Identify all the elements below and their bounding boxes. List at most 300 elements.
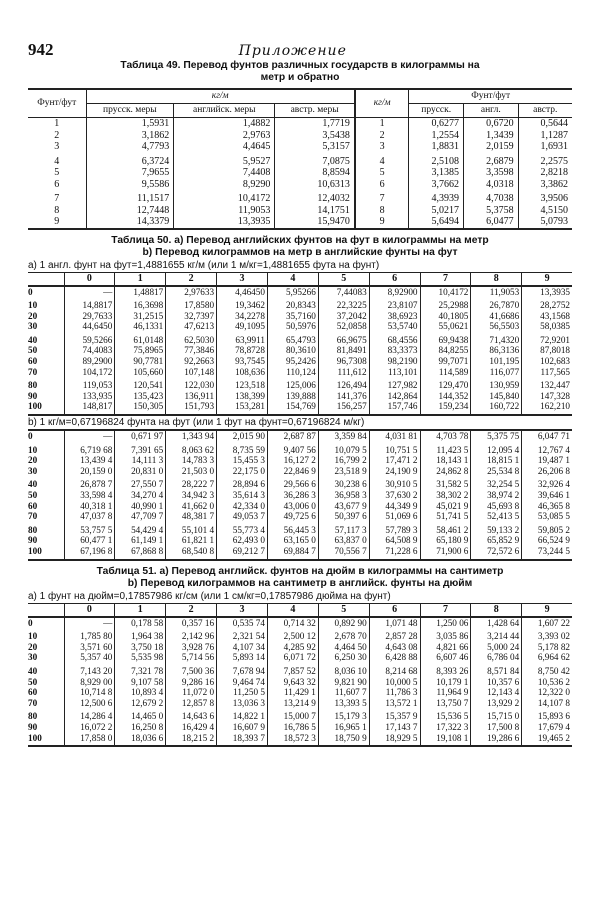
table-cell: 10,751 5 — [369, 442, 420, 456]
table-cell: 7,857 52 — [267, 663, 318, 677]
column-header: 4 — [267, 603, 318, 617]
table-cell: 63,9911 — [217, 332, 268, 346]
table-cell: 11,1517 — [86, 190, 174, 205]
table-cell: 51,069 6 — [369, 511, 420, 522]
table-cell: 6,071 72 — [267, 652, 318, 663]
table-cell: 130,959 — [471, 377, 522, 391]
table-cell: 8,393 26 — [420, 663, 471, 677]
table-row — [28, 401, 572, 415]
row-header: 70 — [28, 697, 38, 708]
col-header-english2: англ. — [463, 104, 518, 118]
row-header: 0 — [28, 431, 33, 442]
table-cell: 15,715 0 — [471, 708, 522, 722]
table-cell: 17,322 3 — [420, 722, 471, 733]
table-cell: 148,817 — [64, 401, 115, 415]
column-header: 0 — [64, 603, 115, 617]
table-cell: 14,783 3 — [166, 455, 217, 466]
table-cell: 1,071 48 — [369, 617, 420, 629]
table-cell: 6,964 62 — [522, 652, 572, 663]
table-cell: 68,4556 — [369, 332, 420, 346]
table-cell: 1 — [355, 118, 409, 130]
table-row — [28, 190, 572, 205]
table-49-caption-line1: Таблица 49. Перевод фунтов различных государств в килограммы на — [120, 60, 480, 71]
table-cell: 18,572 3 — [267, 733, 318, 747]
table-cell: 2,321 54 — [217, 628, 268, 642]
table-cell: 23,8107 — [369, 297, 420, 311]
table-cell: 7,9655 — [86, 167, 174, 179]
table-cell: 61,0148 — [115, 332, 166, 346]
table-cell: 20,8343 — [267, 297, 318, 311]
table-cell: 2,500 12 — [267, 628, 318, 642]
table-cell: 133,935 — [64, 391, 115, 402]
table-cell: 44,349 9 — [369, 501, 420, 512]
table-row — [28, 466, 572, 477]
table-cell: 6,250 30 — [318, 652, 369, 663]
table-cell: 16,607 9 — [217, 722, 268, 733]
table-cell: 7 — [54, 193, 60, 204]
row-header: 70 — [28, 366, 38, 377]
table-cell: 15,9470 — [275, 216, 355, 229]
table-cell: 1,607 22 — [522, 617, 572, 629]
table-cell: 19,286 6 — [471, 733, 522, 747]
table-cell: 7,321 78 — [115, 663, 166, 677]
table-51-caption — [28, 566, 572, 590]
table-row — [28, 535, 572, 546]
table-cell: 43,006 0 — [267, 501, 318, 512]
table-cell: 6,786 04 — [471, 652, 522, 663]
column-header: 0 — [64, 272, 115, 286]
row-header: 20 — [28, 455, 38, 466]
table-cell: 49,725 6 — [267, 511, 318, 522]
table-cell: 3,7662 — [409, 179, 464, 191]
table-cell: 57,789 3 — [369, 522, 420, 536]
table-cell: 23,518 9 — [318, 466, 369, 477]
table-row — [28, 205, 572, 217]
table-cell: 30,910 5 — [369, 476, 420, 490]
table-cell: 4 — [54, 155, 60, 167]
table-row — [28, 642, 572, 653]
table-cell: 0,6720 — [463, 118, 518, 130]
table-cell: 127,982 — [369, 377, 420, 391]
table-cell: 2,857 28 — [369, 628, 420, 642]
table-cell: 5,375 75 — [471, 430, 522, 442]
table-cell: 8,571 84 — [471, 663, 522, 677]
table-cell: 3,035 86 — [420, 628, 471, 642]
table-cell: 18,215 2 — [166, 733, 217, 747]
table-cell: 26,206 8 — [522, 466, 572, 477]
row-header: 100 — [28, 545, 42, 556]
table-50-caption — [28, 235, 572, 259]
table-cell: 125,006 — [267, 377, 318, 391]
table-51-section — [28, 566, 572, 748]
table-cell: 2,9763 — [174, 130, 275, 142]
table-cell: 59,133 2 — [471, 522, 522, 536]
table-cell: 114,589 — [420, 367, 471, 378]
table-cell: 3,1862 — [86, 130, 174, 142]
column-header-row — [28, 272, 572, 286]
table-cell: 37,630 2 — [369, 490, 420, 501]
table-row — [28, 722, 572, 733]
table-cell: 4,821 66 — [420, 642, 471, 653]
table-cell: 52,413 5 — [471, 511, 522, 522]
row-header: 60 — [28, 356, 38, 367]
table-cell: 17,8580 — [166, 297, 217, 311]
row-header: 40 — [28, 334, 38, 345]
table-50b — [28, 429, 572, 561]
col-group-kgm: кг/м — [86, 89, 355, 104]
table-50b-subcaption: b) 1 кг/м=0,67196824 фунта на фут (или 1 фут на фунт=0,67196824 м/кг) — [28, 417, 365, 429]
row-header: 50 — [28, 676, 38, 687]
table-row — [28, 153, 572, 168]
table-cell: 9,5586 — [86, 179, 174, 191]
row-header: 30 — [28, 652, 38, 663]
table-cell: 1,1287 — [518, 130, 572, 142]
table-cell: 4 — [355, 153, 409, 168]
table-cell: 13,439 4 — [64, 455, 115, 466]
table-cell: 69,884 7 — [267, 546, 318, 560]
table-cell: 142,864 — [369, 391, 420, 402]
table-cell: 28,2752 — [522, 297, 572, 311]
table-cell: 45,693 8 — [471, 501, 522, 512]
table-cell: 55,0621 — [420, 321, 471, 332]
table-cell: 31,582 5 — [420, 476, 471, 490]
table-row — [28, 286, 572, 298]
page-header — [28, 40, 572, 60]
table-cell: 10,4172 — [420, 286, 471, 298]
table-cell: 16,3698 — [115, 297, 166, 311]
table-cell: 1 — [54, 118, 60, 129]
table-cell: 35,7160 — [267, 311, 318, 322]
table-cell: 63,165 0 — [267, 535, 318, 546]
table-cell: 53,757 5 — [64, 522, 115, 536]
corner-cell — [28, 603, 64, 617]
column-header: 1 — [115, 272, 166, 286]
table-cell: 22,3225 — [318, 297, 369, 311]
table-cell: 84,8255 — [420, 345, 471, 356]
table-cell: 38,302 2 — [420, 490, 471, 501]
table-cell: 6,0477 — [463, 216, 518, 229]
table-cell: 58,0385 — [522, 321, 572, 332]
table-cell: 4,46450 — [217, 286, 268, 298]
table-51a-subcaption: а) 1 фунт на дюйм=0,17857986 кг/см (или 1 см/кг=0,17857986 дюйма на фунт) — [28, 590, 391, 602]
row-header: 20 — [28, 310, 38, 321]
row-header: 10 — [28, 631, 38, 642]
table-cell: 40,1805 — [420, 311, 471, 322]
table-cell: 10,714 8 — [64, 687, 115, 698]
table-cell: 3 — [54, 141, 60, 152]
table-cell: 12,857 8 — [166, 698, 217, 709]
table-cell: 62,493 0 — [217, 535, 268, 546]
table-cell: 13,036 3 — [217, 698, 268, 709]
table-cell: 10,4172 — [174, 190, 275, 205]
table-cell: 17,679 4 — [522, 722, 572, 733]
table-cell: 1,3439 — [463, 130, 518, 142]
page-number: 942 — [28, 40, 54, 59]
table-cell: 9,107 58 — [115, 677, 166, 688]
row-header: 90 — [28, 721, 38, 732]
table-cell: 2,8218 — [518, 167, 572, 179]
table-cell: 16,250 8 — [115, 722, 166, 733]
column-header-row — [28, 603, 572, 617]
table-cell: 5,893 14 — [217, 652, 268, 663]
table-cell: 7,678 94 — [217, 663, 268, 677]
row-header: 60 — [28, 687, 38, 698]
table-cell: 18,036 6 — [115, 733, 166, 747]
column-header: 1 — [115, 603, 166, 617]
table-row — [28, 367, 572, 378]
table-row — [28, 345, 572, 356]
col-header-austrian: австр. меры — [275, 104, 355, 118]
table-cell: 1,48817 — [115, 286, 166, 298]
table-row — [28, 617, 572, 629]
table-cell: — — [64, 617, 115, 629]
table-cell: 2,687 87 — [267, 430, 318, 442]
table-cell: 62,5030 — [166, 332, 217, 346]
table-cell: 3,928 76 — [166, 642, 217, 653]
table-cell: 2,142 96 — [166, 628, 217, 642]
table-cell: 61,821 1 — [166, 535, 217, 546]
table-cell: 7,4408 — [174, 167, 275, 179]
table-row — [28, 321, 572, 332]
table-cell: 16,799 2 — [318, 455, 369, 466]
table-cell: 15,357 9 — [369, 708, 420, 722]
table-cell: 43,1568 — [522, 311, 572, 322]
table-cell: 16,965 1 — [318, 722, 369, 733]
table-cell: 5,3157 — [275, 141, 355, 153]
table-row — [28, 733, 572, 747]
table-cell: 107,148 — [166, 367, 217, 378]
table-row — [28, 118, 572, 130]
table-cell: 113,101 — [369, 367, 420, 378]
table-cell: 0,357 16 — [166, 617, 217, 629]
table-cell: 12,679 2 — [115, 698, 166, 709]
table-cell: 49,1095 — [217, 321, 268, 332]
table-row — [28, 546, 572, 560]
table-50a-subcaption: а) 1 англ. фунт на фут=1,4881655 кг/м (или 1 м/кг=1,4881655 фута на фунт) — [28, 259, 380, 271]
table-cell: 38,974 2 — [471, 490, 522, 501]
table-cell: 7,0875 — [275, 153, 355, 168]
table-cell: 11,9053 — [471, 286, 522, 298]
table-cell: 120,541 — [115, 377, 166, 391]
table-cell: 65,180 9 — [420, 535, 471, 546]
column-header: 8 — [471, 272, 522, 286]
table-cell: 73,244 5 — [522, 546, 572, 560]
table-cell: 157,746 — [369, 401, 420, 415]
table-cell: 18,143 1 — [420, 455, 471, 466]
table-row — [28, 490, 572, 501]
row-header: 90 — [28, 535, 38, 546]
row-header: 80 — [28, 524, 38, 535]
table-cell: 24,862 8 — [420, 466, 471, 477]
table-cell: 96,7308 — [318, 356, 369, 367]
table-cell: 14,643 6 — [166, 708, 217, 722]
table-cell: 72,9201 — [522, 332, 572, 346]
table-cell: 27,550 7 — [115, 476, 166, 490]
row-header: 20 — [28, 641, 38, 652]
table-cell: 2,678 70 — [318, 628, 369, 642]
table-50-section — [28, 235, 572, 561]
table-row — [28, 216, 572, 229]
table-cell: 67,868 8 — [115, 546, 166, 560]
table-cell: 8,92900 — [369, 286, 420, 298]
table-cell: 3,3598 — [463, 167, 518, 179]
column-header: 6 — [369, 272, 420, 286]
table-cell: 3,9506 — [518, 190, 572, 205]
column-header: 3 — [217, 603, 268, 617]
table-cell: 47,6213 — [166, 321, 217, 332]
table-cell: 25,534 8 — [471, 466, 522, 477]
table-cell: 17,143 7 — [369, 722, 420, 733]
table-cell: 65,852 9 — [471, 535, 522, 546]
table-cell: 68,540 8 — [166, 546, 217, 560]
table-cell: 40,318 1 — [64, 501, 115, 512]
col-group-ft: Фунт/фут — [409, 89, 572, 104]
table-row — [28, 455, 572, 466]
table-cell: 71,228 6 — [369, 546, 420, 560]
table-cell: 10,000 5 — [369, 677, 420, 688]
table-row — [28, 663, 572, 677]
table-cell: 17,471 2 — [369, 455, 420, 466]
row-header: 30 — [28, 321, 38, 332]
table-cell: 78,8728 — [217, 345, 268, 356]
table-cell: 122,030 — [166, 377, 217, 391]
table-cell: 136,911 — [166, 391, 217, 402]
table-cell: 63,837 0 — [318, 535, 369, 546]
table-cell: 4,7793 — [86, 141, 174, 153]
table-cell: 66,524 9 — [522, 535, 572, 546]
table-cell: 10,536 2 — [522, 677, 572, 688]
table-row — [28, 356, 572, 367]
table-cell: 6,607 46 — [420, 652, 471, 663]
table-cell: 6,3724 — [86, 153, 174, 168]
table-cell: 159,234 — [420, 401, 471, 415]
column-header: 4 — [267, 272, 318, 286]
column-header: 7 — [420, 603, 471, 617]
table-cell: 2,5108 — [409, 153, 464, 168]
table-cell: 4,703 78 — [420, 430, 471, 442]
table-cell: 65,4793 — [267, 332, 318, 346]
table-cell: 19,3462 — [217, 297, 268, 311]
table-cell: 14,1751 — [275, 205, 355, 217]
table-cell: 19,487 1 — [522, 455, 572, 466]
row-header: 40 — [28, 479, 38, 490]
table-cell: 58,461 2 — [420, 522, 471, 536]
table-cell: 3 — [355, 141, 409, 153]
table-cell: 10,357 6 — [471, 677, 522, 688]
table-cell: 2,0159 — [463, 141, 518, 153]
column-header: 7 — [420, 272, 471, 286]
table-cell: 14,111 3 — [115, 455, 166, 466]
table-cell: 48,381 7 — [166, 511, 217, 522]
table-cell: 7 — [355, 190, 409, 205]
table-cell: 4,4645 — [174, 141, 275, 153]
table-cell: 14,3379 — [86, 216, 174, 229]
table-row — [28, 391, 572, 402]
table-cell: 156,257 — [318, 401, 369, 415]
table-cell: 9,643 32 — [267, 677, 318, 688]
column-header: 9 — [522, 603, 572, 617]
table-cell: 145,840 — [471, 391, 522, 402]
table-cell: 4,464 50 — [318, 642, 369, 653]
table-cell: 29,7633 — [64, 311, 115, 322]
table-cell: 110,124 — [267, 367, 318, 378]
table-cell: 34,2278 — [217, 311, 268, 322]
table-cell: 44,6450 — [64, 321, 115, 332]
table-cell: 1,4882 — [174, 118, 275, 130]
table-cell: 4,031 81 — [369, 430, 420, 442]
table-cell: 18,929 5 — [369, 733, 420, 747]
table-cell: 53,5740 — [369, 321, 420, 332]
table-cell: 13,3935 — [174, 216, 275, 229]
table-cell: 13,572 1 — [369, 698, 420, 709]
table-cell: 4,7038 — [463, 190, 518, 205]
table-cell: 0,892 90 — [318, 617, 369, 629]
column-header: 3 — [217, 272, 268, 286]
table-cell: 14,465 0 — [115, 708, 166, 722]
table-cell: 19,465 2 — [522, 733, 572, 747]
table-cell: 18,750 9 — [318, 733, 369, 747]
table-cell: 5,95266 — [267, 286, 318, 298]
table-cell: 30,238 6 — [318, 476, 369, 490]
table-cell: 11,250 5 — [217, 687, 268, 698]
table-cell: 71,900 6 — [420, 546, 471, 560]
table-cell: 12,7448 — [86, 205, 174, 217]
table-cell: 72,572 6 — [471, 546, 522, 560]
table-row — [28, 652, 572, 663]
table-cell: 6,428 88 — [369, 652, 420, 663]
table-cell: 1,428 64 — [471, 617, 522, 629]
table-row — [28, 167, 572, 179]
table-cell: 15,893 6 — [522, 708, 572, 722]
table-cell: 40,990 1 — [115, 501, 166, 512]
table-cell: 3,750 18 — [115, 642, 166, 653]
table-cell: 10,079 5 — [318, 442, 369, 456]
table-row — [28, 677, 572, 688]
table-cell: 70,556 7 — [318, 546, 369, 560]
table-cell: 28,222 7 — [166, 476, 217, 490]
table-row — [28, 130, 572, 142]
table-cell: 8,036 10 — [318, 663, 369, 677]
table-cell: 75,8965 — [115, 345, 166, 356]
table-cell: 16,429 4 — [166, 722, 217, 733]
table-cell: 8,8594 — [275, 167, 355, 179]
table-cell: 32,254 5 — [471, 476, 522, 490]
table-cell: 12,500 6 — [64, 698, 115, 709]
table-cell: 66,9675 — [318, 332, 369, 346]
column-header: 2 — [166, 272, 217, 286]
table-cell: 55,773 4 — [217, 522, 268, 536]
table-cell: 9,407 56 — [267, 442, 318, 456]
table-cell: 2,6879 — [463, 153, 518, 168]
table-cell: 0,671 97 — [115, 430, 166, 442]
table-cell: 6 — [54, 178, 60, 190]
table-row — [28, 687, 572, 698]
table-cell: 36,286 3 — [267, 490, 318, 501]
table-cell: 2,97633 — [166, 286, 217, 298]
table-cell: 14,8817 — [64, 297, 115, 311]
col-header-kgm: кг/м — [355, 89, 409, 118]
table-51a — [28, 603, 572, 748]
col-header-prussian2: прусск. — [409, 104, 464, 118]
table-cell: 135,423 — [115, 391, 166, 402]
table-cell: 29,566 6 — [267, 476, 318, 490]
table-cell: 41,662 0 — [166, 501, 217, 512]
table-cell: 9,821 90 — [318, 677, 369, 688]
table-cell: 24,190 9 — [369, 466, 420, 477]
table-row — [28, 511, 572, 522]
table-cell: 95,2426 — [267, 356, 318, 367]
corner-cell — [28, 272, 64, 286]
